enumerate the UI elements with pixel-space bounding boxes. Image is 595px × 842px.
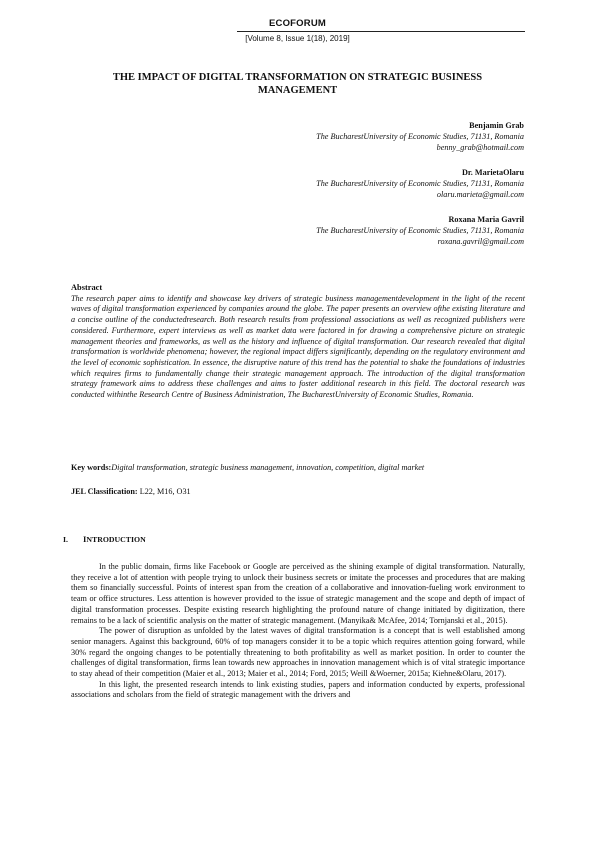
title-line-1: THE IMPACT OF DIGITAL TRANSFORMATION ON STRATEGIC BUSINESS (112, 72, 483, 83)
author-block-1 (164, 120, 524, 154)
keywords-value: Digital transformation, strategic business management, innovation, competition, digital market (111, 463, 425, 472)
keywords-label: Key words: (71, 463, 112, 472)
section-title-rest: NTRODUCTION (86, 535, 146, 544)
abstract-text: The research paper aims to identify and showcase key drivers of strategic business managementdevelopment in the light of the recent waves of digital transformation experienced by companies around the globe. The paper presents an overview ofthe existing literature and a concise outline of the conductedresearch. Both research results from professional associations as well as recognized publishers were considered. Furthermore, expert interviews as well as market data were factored in for drawing a comprehensive picture on strategic management theories and frameworks, as well as the history and influence of digital transformation. Our research revealed that digital transformation is worldwide phenomena; however, the regional impact differs significantly, depending on the regulatory environment and the level of economic sophistication. In essence, the disruptive nature of this trend has the potential to shake the foundations of industries which requires firms to fundamentally change their strategic management approach. The introduction of the digital transformation strategy framework aims to address these challenges and aims to foster additional research in this field. The doctoral research was conducted withinthe Research Centre of Business Administration, The BucharestUniversity of Economic Studies, Romania. (71, 293, 525, 400)
title-line-2: MANAGEMENT (257, 85, 338, 96)
abstract-heading: Abstract (71, 283, 103, 292)
journal-name: ECOFORUM (268, 18, 326, 29)
jel-label: JEL Classification: (71, 487, 138, 496)
keywords-line (71, 463, 525, 472)
abstract-section (71, 283, 525, 401)
author-name: Roxana Maria Gavril (448, 215, 524, 224)
author-email: benny_grab@hotmail.com (436, 143, 524, 153)
jel-value: L22, M16, O31 (137, 487, 191, 496)
section-heading (63, 534, 523, 544)
header-rule (237, 31, 525, 32)
jel-line (71, 487, 525, 496)
introduction-body (71, 562, 525, 701)
author-email: roxana.gavril@gmail.com (437, 237, 524, 247)
author-name: Benjamin Grab (469, 121, 524, 130)
paper-title (70, 71, 525, 97)
volume-issue: [Volume 8, Issue 1(18), 2019] (245, 34, 350, 43)
author-affiliation: The BucharestUniversity of Economic Studies, 71131, Romania (316, 132, 524, 142)
author-block-2 (164, 167, 524, 201)
section-number: I. (63, 535, 68, 544)
author-name: Dr. MarietaOlaru (462, 168, 524, 177)
body-paragraph: The power of disruption as unfolded by the latest waves of digital transformation is a concept that is well established among senior managers. Against this background, 60% of top managers consider it to be a topic which requires attention going forward, while 30% regard the ongoing changes to be potentially threatening to both profitability as well as market position. In order to counter the challenges of digital transformation, firms lean towards new approaches in innovation management which is of vital strategic importance to stay ahead of their competition (Maier et al., 2013; Maier et al., 2014; Ford, 2015; Weill &Woerner, 2015a; Kiehne&Olaru, 2017). (71, 626, 525, 679)
author-affiliation: The BucharestUniversity of Economic Studies, 71131, Romania (316, 226, 524, 236)
section-title-initial: I (83, 534, 87, 544)
body-paragraph: In this light, the presented research intends to link existing studies, papers and information conducted by experts, professional associations and scholars from the field of strategic management with the drivers and (71, 679, 525, 700)
author-block-3 (164, 214, 524, 248)
author-affiliation: The BucharestUniversity of Economic Studies, 71131, Romania (316, 179, 524, 189)
body-paragraph: In the public domain, firms like Facebook or Google are perceived as the shining example of digital transformation. Naturally, they receive a lot of attention with people trying to unlock their business secrets or imitate the processes and procedures that are making them so financially successful. Points of interest span from the creation of a collaborative and innovation-fueling work environment to team or office structures. Less attention is however provided to the issue of strategic management and the scope and depth of impact of digital transformation processes. Despite existing research highlighting the profound nature of change initiated by digitization, there remains to be a lack of scientific analysis on the matter of strategic management. (Manyika& McAfee, 2014; Tornjanski et al., 2015). (71, 562, 525, 625)
author-email: olaru.marieta@gmail.com (436, 190, 524, 200)
